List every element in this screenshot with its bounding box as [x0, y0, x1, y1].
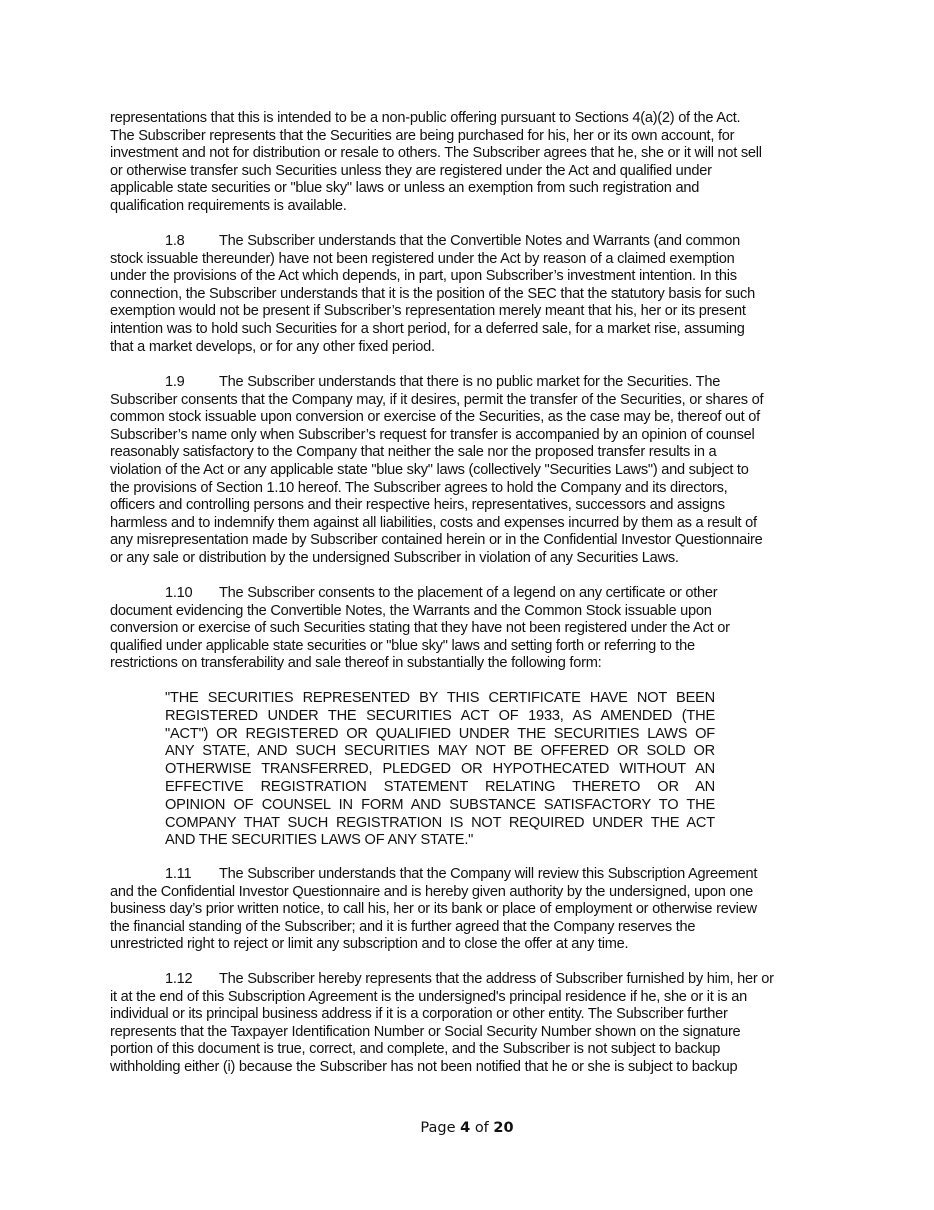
text-line: violation of the Act or any applicable state "blue sky" laws (collectively "Securities Laws") and subject to	[110, 461, 749, 478]
current-page-number: 4	[460, 1120, 471, 1136]
section-number: 1.10	[165, 585, 193, 601]
text-line: common stock issuable upon conversion or exercise of the Securities, as the case may be, thereof out of	[110, 409, 760, 426]
text-line: under the provisions of the Act which depends, in part, upon Subscriber’s investment intention. In this	[110, 268, 737, 285]
text-line: or any sale or distribution by the undersigned Subscriber in violation of any Securities Laws.	[110, 549, 679, 566]
section-number: 1.8	[165, 233, 185, 249]
paragraph-1-9	[110, 374, 826, 568]
text-line: it at the end of this Subscription Agreement is the undersigned's principal residence if he, she or it is an	[110, 988, 747, 1005]
text-line: officers and controlling persons and their respective heirs, representatives, successors and assigns	[110, 497, 725, 514]
paragraph-1-11	[110, 866, 826, 954]
text-line: The Subscriber understands that there is no public market for the Securities. The	[219, 374, 721, 390]
text-line: withholding either (i) because the Subscriber has not been notified that he or she is subject to backup	[110, 1058, 738, 1075]
of-label: of	[474, 1120, 489, 1136]
text-line: The Subscriber represents that the Securities are being purchased for his, her or its own account, for	[110, 127, 735, 144]
text-line: unrestricted right to reject or limit any subscription and to close the offer at any time.	[110, 936, 629, 953]
page-footer	[0, 1120, 934, 1136]
section-number: 1.9	[165, 374, 185, 390]
securities-legend-block	[165, 690, 715, 850]
text-line: the provisions of Section 1.10 hereof. The Subscriber agrees to hold the Company and its directors,	[110, 479, 728, 496]
section-number: 1.12	[165, 971, 193, 987]
text-line: and the Confidential Investor Questionnaire and is hereby given authority by the undersigned, upon one	[110, 883, 754, 900]
text-line: investment and not for distribution or resale to others. The Subscriber agrees that he, she or it will not sell	[110, 145, 762, 162]
text-line: The Subscriber consents to the placement of a legend on any certificate or other	[219, 585, 718, 601]
text-line: stock issuable thereunder) have not been registered under the Act by reason of a claimed exemption	[110, 250, 735, 267]
legend-line: ANY STATE, AND SUCH SECURITIES MAY NOT BE OFFERED OR SOLD OR	[165, 743, 715, 760]
legend-line: "THE SECURITIES REPRESENTED BY THIS CERTIFICATE HAVE NOT BEEN	[165, 690, 715, 706]
page-label: Page	[420, 1120, 456, 1136]
text-line: qualified under applicable state securities or "blue sky" laws and setting forth or referring to the	[110, 637, 695, 654]
text-line: intention was to hold such Securities for a short period, for a deferred sale, for a market rise, assuming	[110, 320, 745, 337]
legend-line: COMPANY THAT SUCH REGISTRATION IS NOT REQUIRED UNDER THE ACT	[165, 814, 715, 831]
text-line: the financial standing of the Subscriber; and it is further agreed that the Company reserves the	[110, 918, 696, 935]
text-line: individual or its principal business address if it is a corporation or other entity. The Subscriber further	[110, 1006, 728, 1023]
text-line: Subscriber consents that the Company may, if it desires, permit the transfer of the Securities, or shares of	[110, 391, 764, 408]
text-line: qualification requirements is available.	[110, 197, 347, 214]
text-line: The Subscriber understands that the Convertible Notes and Warrants (and common	[219, 233, 741, 249]
section-number: 1.11	[165, 866, 192, 882]
text-line: Subscriber’s name only when Subscriber’s request for transfer is accompanied by an opinion of counsel	[110, 426, 755, 443]
paragraph-1-8	[110, 233, 826, 356]
text-line: connection, the Subscriber understands that it is the position of the SEC that the statutory basis for such	[110, 285, 755, 302]
paragraph-1-10	[110, 585, 826, 673]
text-line: business day’s prior written notice, to call his, her or its bank or place of employment or otherwise review	[110, 901, 757, 918]
paragraph-continuation	[110, 110, 826, 216]
text-line: harmless and to indemnify them against all liabilities, costs and expenses incurred by them as a result of	[110, 514, 757, 531]
legend-line: OTHERWISE TRANSFERRED, PLEDGED OR HYPOTHECATED WITHOUT AN	[165, 761, 715, 778]
legend-line: REGISTERED UNDER THE SECURITIES ACT OF 1933, AS AMENDED (THE	[165, 707, 715, 724]
legend-line: AND THE SECURITIES LAWS OF ANY STATE."	[165, 832, 474, 849]
text-line: represents that the Taxpayer Identification Number or Social Security Number shown on the signature	[110, 1023, 741, 1040]
text-line: applicable state securities or "blue sky" laws or unless an exemption from such registration and	[110, 180, 700, 197]
legend-line: "ACT") OR REGISTERED OR QUALIFIED UNDER THE SECURITIES LAWS OF	[165, 725, 715, 742]
text-line: representations that this is intended to be a non-public offering pursuant to Sections 4(a)(2) of the Act.	[110, 110, 741, 126]
text-line: conversion or exercise of such Securities stating that they have not been registered under the Act or	[110, 620, 730, 637]
text-line: document evidencing the Convertible Notes, the Warrants and the Common Stock issuable upon	[110, 602, 712, 619]
text-line: The Subscriber understands that the Company will review this Subscription Agreement	[219, 866, 758, 882]
text-line: that a market develops, or for any other fixed period.	[110, 338, 435, 355]
text-line: restrictions on transferability and sale thereof in substantially the following form:	[110, 655, 602, 672]
text-line: or otherwise transfer such Securities unless they are registered under the Act and qualified under	[110, 162, 712, 179]
text-line: any misrepresentation made by Subscriber contained herein or in the Confidential Investor Questionnaire	[110, 532, 763, 549]
legend-line: OPINION OF COUNSEL IN FORM AND SUBSTANCE SATISFACTORY TO THE	[165, 796, 715, 813]
legend-line: EFFECTIVE REGISTRATION STATEMENT RELATING THERETO OR AN	[165, 778, 715, 795]
text-line: reasonably satisfactory to the Company that neither the sale nor the proposed transfer results in a	[110, 444, 717, 461]
text-line: portion of this document is true, correct, and complete, and the Subscriber is not subject to backup	[110, 1041, 721, 1058]
total-pages: 20	[493, 1120, 514, 1136]
text-line: The Subscriber hereby represents that the address of Subscriber furnished by him, her or	[219, 971, 774, 987]
text-line: exemption would not be present if Subscriber’s representation merely meant that his, her or its present	[110, 303, 746, 320]
paragraph-1-12	[110, 971, 826, 1077]
